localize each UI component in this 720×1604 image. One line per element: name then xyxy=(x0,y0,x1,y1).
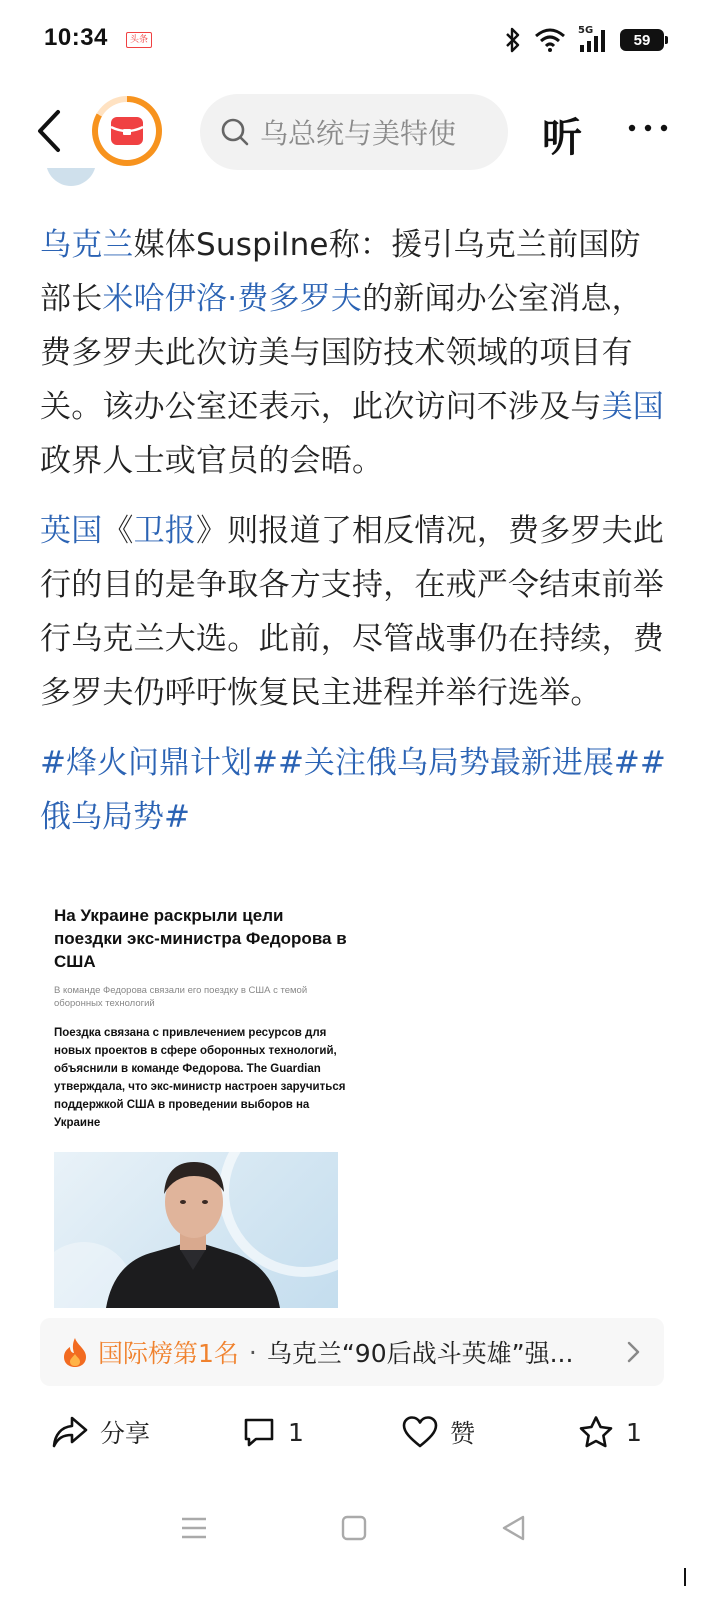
search-box[interactable] xyxy=(200,94,508,170)
status-bar xyxy=(0,0,720,80)
entity-link-ukraine[interactable]: 乌克兰 xyxy=(40,227,134,263)
action-bar xyxy=(0,1398,720,1468)
text-run: 》则报道了相反情况，费多罗夫此行的目的是争取各方支持，在戒严令结束前举行乌克兰大选。此前，尽管战事仍在持续，费多罗夫仍呼吁恢复民主进程并举行选举。 xyxy=(40,513,665,711)
text-run: 的新闻办公室消息，费多罗夫此次访美与国防技术领域的项目有关。该办公室还表示，此次访问不涉及与 xyxy=(40,281,643,425)
text-run: 媒体Suspilne称：援引乌克兰前国防部长 xyxy=(40,227,641,317)
favorite-button[interactable] xyxy=(578,1412,642,1452)
news-image-subtitle: В команде Федорова связали его поездку в США с темой оборонных технологий xyxy=(54,985,308,1009)
trend-rank-label: 国际榜第1名 xyxy=(98,1339,239,1368)
cellular-signal-icon xyxy=(578,27,608,53)
like-label: 赞 xyxy=(450,1419,476,1448)
paragraph-1 xyxy=(40,218,670,488)
author-avatar[interactable] xyxy=(46,168,96,188)
status-icons xyxy=(504,24,664,56)
more-icon[interactable] xyxy=(624,108,672,148)
network-type: 5G xyxy=(578,25,594,36)
app-logo[interactable] xyxy=(92,96,162,166)
share-icon xyxy=(52,1415,88,1449)
news-photo xyxy=(54,1152,338,1308)
chevron-right-icon xyxy=(626,1340,642,1364)
heart-icon xyxy=(402,1415,438,1449)
text-run: 《 xyxy=(102,513,134,549)
comment-icon xyxy=(242,1415,276,1449)
comment-count: 1 xyxy=(288,1417,304,1447)
entity-link-guardian[interactable]: 卫报 xyxy=(133,513,197,549)
news-image-lead: Поездка связана с привлечением ресурсов для новых проектов в сфере оборонных технологий, объяснили в команде Федорова. The Guardian утверждала, что экс-министр настроен заручиться поддержкой США в проведении выборов на Украине xyxy=(54,1027,346,1129)
trend-separator: · xyxy=(248,1337,257,1367)
status-time: 10:34 xyxy=(44,24,108,51)
back-arrow-icon[interactable] xyxy=(30,106,70,156)
trending-rank-bar[interactable] xyxy=(40,1318,664,1386)
app-notification-badge: 头条 xyxy=(126,32,152,48)
flame-icon xyxy=(62,1336,88,1368)
wifi-icon xyxy=(534,28,566,52)
cursor-indicator xyxy=(684,1568,686,1586)
home-square-icon[interactable] xyxy=(336,1510,372,1546)
share-label: 分享 xyxy=(100,1419,151,1448)
entity-link-uk[interactable]: 英国 xyxy=(40,513,103,549)
search-icon xyxy=(220,117,250,147)
favorite-count: 1 xyxy=(626,1417,642,1447)
red-envelope-icon xyxy=(109,115,145,147)
back-triangle-icon[interactable] xyxy=(496,1510,532,1546)
article-body xyxy=(40,218,670,844)
share-button[interactable] xyxy=(52,1412,150,1452)
battery-icon: 59 xyxy=(620,29,664,51)
star-icon xyxy=(578,1415,614,1449)
bluetooth-icon xyxy=(504,27,522,53)
trend-headline: 乌克兰“90后战斗英雄”强... xyxy=(266,1339,574,1368)
like-button[interactable] xyxy=(402,1412,475,1452)
comment-button[interactable] xyxy=(242,1412,304,1452)
text-run: 政界人士或官员的会晤。 xyxy=(40,443,384,479)
menu-icon[interactable] xyxy=(176,1510,212,1546)
entity-link-usa[interactable]: 美国 xyxy=(601,389,665,425)
embedded-news-image[interactable] xyxy=(40,878,356,1308)
system-nav-bar xyxy=(0,1496,720,1560)
paragraph-2 xyxy=(40,504,670,720)
top-header xyxy=(0,84,720,180)
news-image-title: На Украине раскрыли цели поездки экс-министра Федорова в США xyxy=(54,906,347,971)
listen-button[interactable]: 听 xyxy=(542,115,582,161)
hashtag-links[interactable]: #烽火问鼎计划##关注俄乌局势最新进展##俄乌局势# xyxy=(40,745,666,835)
entity-link-fedorov[interactable]: 米哈伊洛·费多罗夫 xyxy=(102,281,363,317)
search-placeholder: 乌总统与美特使 xyxy=(260,117,457,150)
